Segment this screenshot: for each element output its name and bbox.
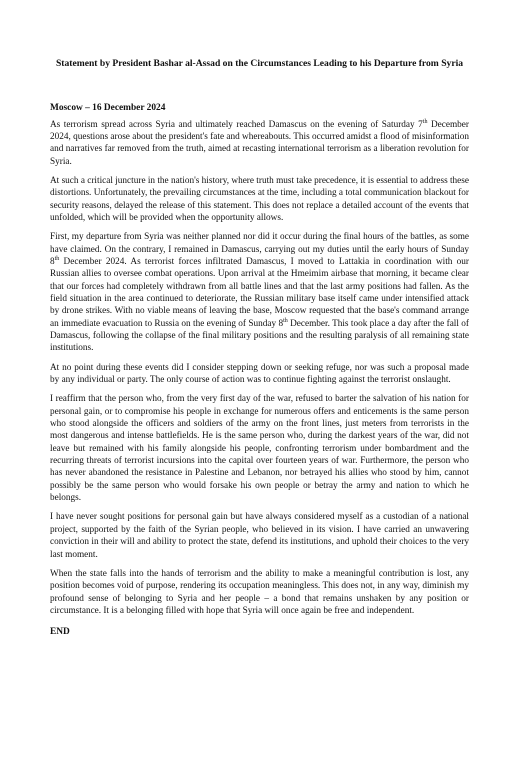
paragraph-1: As terrorism spread across Syria and ultimately reached Damascus on the evening of Saturday 7th December 2024, questions arose about the president's fate and whereabouts. This occurred amidst a flood of misinformation and narratives far removed from the truth, aimed at recasting international terrorism as a liberation revolution for Syria.	[50, 118, 469, 167]
paragraph-7: When the state falls into the hands of terrorism and the ability to make a meaningful contribution is lost, any position becomes void of purpose, rendering its occupation meaningless. This does not, in any way, diminish my profound sense of belonging to Syria and her people – a bond that remains unshaken by any position or circumstance. It is a belonging filled with hope that Syria will once again be free and independent.	[50, 568, 469, 616]
paragraph-4: At no point during these events did I consider stepping down or seeking refuge, nor was such a proposal made by any individual or party. The only course of action was to continue fighting against the terrorist onslaught.	[50, 362, 469, 386]
end-marker: END	[50, 627, 70, 638]
dateline: Moscow – 16 December 2024	[50, 102, 166, 113]
paragraph-5: I reaffirm that the person who, from the very first day of the war, refused to barter the salvation of his nation for personal gain, or to compromise his people in exchange for numerous offers and enticements is the same person who stood alongside the officers and soldiers of the army on the front lines, just meters from terrorists in the most dangerous and intense battlefields. He is the same person who, during the darkest years of the war, did not leave but remained with his family alongside his people, confronting terrorism under bombardment and the recurring threats of terrorist incursions into the capital over fourteen years of war. Furthermore, the person who has never abandoned the resistance in Palestine and Lebanon, nor betrayed his allies who stood by him, cannot possibly be the same person who would forsake his own people or betray the army and nation to which he belongs.	[50, 394, 469, 504]
paragraph-2: At such a critical juncture in the nation's history, where truth must take precedence, it is essential to address these distortions. Unfortunately, the prevailing circumstances at the time, including a total communication blackout for security reasons, delayed the release of this statement. This does not replace a detailed account of the events that unfolded, which will be provided when the opportunity allows.	[50, 175, 469, 223]
paragraph-6: I have never sought positions for personal gain but have always considered myself as a custodian of a national project, supported by the faith of the Syrian people, who believed in its vision. I have carried an unwavering conviction in their will and ability to protect the state, defend its institutions, and uphold their choices to the very last moment.	[50, 512, 469, 560]
paragraph-3: First, my departure from Syria was neither planned nor did it occur during the final hours of the battles, as some have claimed. On the contrary, I remained in Damascus, carrying out my duties until the early hours of Sunday 8th December 2024. As terrorist forces infiltrated Damascus, I moved to Lattakia in coordination with our Russian allies to oversee combat operations. Upon arrival at the Hmeimim airbase that morning, it became clear that our forces had completely withdrawn from all battle lines and that the last army positions had fallen. As the field situation in the area continued to deteriorate, the Russian military base itself came under intensified attack by drone strikes. With no viable means of leaving the base, Moscow requested that the base's command arrange an immediate evacuation to Russia on the evening of Sunday 8th December. This took place a day after the fall of Damascus, following the collapse of the final military positions and the resulting paralysis of all remaining state institutions.	[50, 232, 469, 354]
document-title: Statement by President Bashar al-Assad on the Circumstances Leading to his Departure from Syria	[55, 58, 464, 69]
